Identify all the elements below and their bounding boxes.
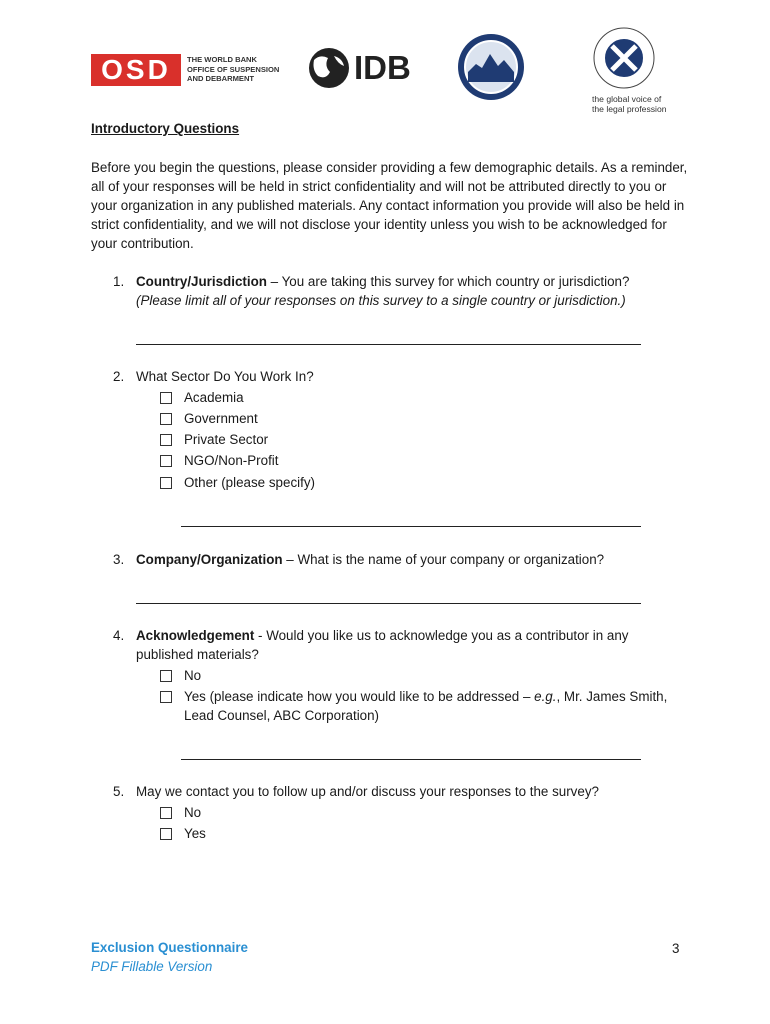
iba-seal-icon <box>584 22 664 96</box>
iba-tagline: the global voice of the legal profession <box>592 94 667 114</box>
checkbox[interactable] <box>160 392 172 404</box>
sector-option-other[interactable]: Other (please specify) <box>160 473 315 492</box>
sector-option-private[interactable]: Private Sector <box>160 430 268 449</box>
checkbox[interactable] <box>160 691 172 703</box>
idb-globe-icon <box>306 46 352 90</box>
checkbox[interactable] <box>160 670 172 682</box>
checkbox[interactable] <box>160 434 172 446</box>
idb-logo: IDB <box>354 49 411 86</box>
checkbox[interactable] <box>160 455 172 467</box>
page-number: 3 <box>672 941 680 956</box>
header-logos <box>0 22 770 122</box>
sector-option-government[interactable]: Government <box>160 409 258 428</box>
page-heading: Introductory Questions <box>91 121 240 136</box>
intro-paragraph: Before you begin the questions, please consider providing a few demographic details. As a reminder, all of your responses will be held in strict confidentiality and will not be attributed directly to you or your organization in any published materials. Any contact information you provide will also be held in strict confidentiality, and we will not disclose your identity unless you wish to be acknowledged for your contribution. <box>91 160 688 251</box>
organization-answer-field[interactable] <box>136 603 641 604</box>
osd-logo-text: THE WORLD BANK OFFICE OF SUSPENSION AND DEBARMENT <box>187 55 280 84</box>
country-answer-field[interactable] <box>136 344 641 345</box>
contact-option-no[interactable]: No <box>160 803 201 822</box>
checkbox[interactable] <box>160 828 172 840</box>
osd-logo: OSD <box>91 54 181 86</box>
footer-title: Exclusion Questionnaire <box>91 940 249 955</box>
inspection-seal-icon <box>456 32 526 102</box>
checkbox[interactable] <box>160 477 172 489</box>
sector-option-academia[interactable]: Academia <box>160 388 244 407</box>
sector-option-ngo[interactable]: NGO/Non-Profit <box>160 451 279 470</box>
contact-option-yes[interactable]: Yes <box>160 824 206 843</box>
ack-option-yes[interactable]: Yes (please indicate how you would like to be addressed – e.g., Mr. James Smith, Lead Counsel, ABC Corporation) <box>160 687 680 725</box>
ack-name-field[interactable] <box>181 759 641 760</box>
checkbox[interactable] <box>160 413 172 425</box>
sector-other-field[interactable] <box>181 526 641 527</box>
checkbox[interactable] <box>160 807 172 819</box>
footer-subtitle: PDF Fillable Version <box>91 959 213 974</box>
ack-option-no[interactable]: No <box>160 666 201 685</box>
